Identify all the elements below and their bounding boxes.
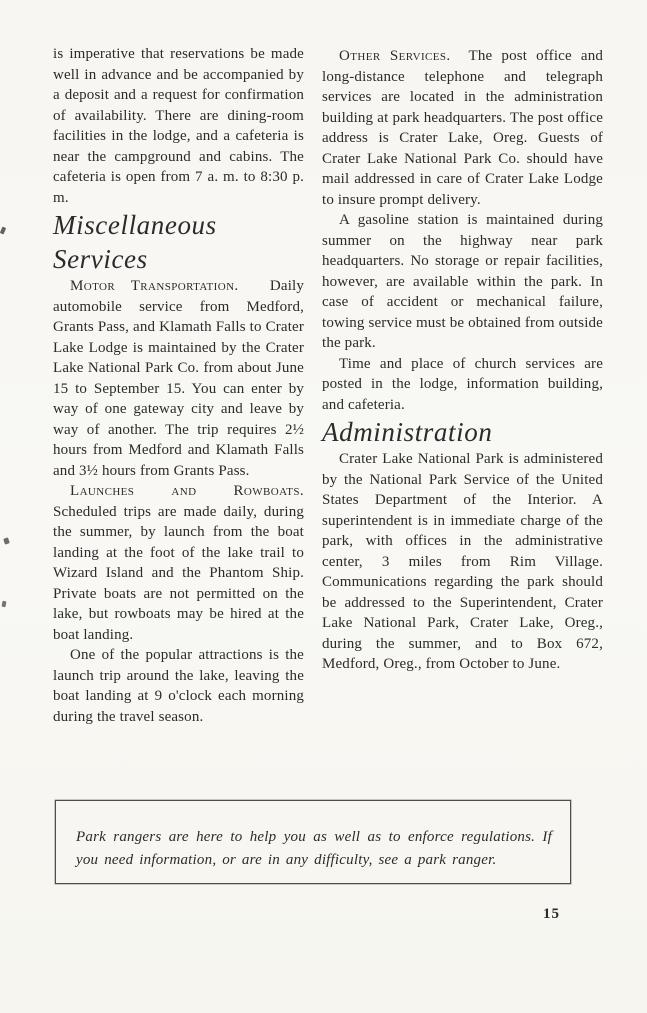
church-services-paragraph: Time and place of church services are posted in the lodge, information building, and cafeteria. bbox=[322, 355, 603, 413]
right-column bbox=[322, 46, 603, 675]
launches-rowboats-paragraph bbox=[53, 481, 304, 645]
motor-transportation-lead-in: Motor Transportation. bbox=[70, 278, 239, 294]
left-column bbox=[53, 44, 304, 727]
section-heading-administration: Administration bbox=[322, 417, 493, 447]
other-services-lead-in: Other Services. bbox=[339, 48, 451, 64]
launch-trip-paragraph: One of the popular attractions is the launch trip around the lake, leaving the boat landing at 9 o'clock each morning during the travel season. bbox=[53, 647, 304, 725]
ranger-note-text: Park rangers are here to help you as well as to enforce regulations. If you need information, or are in any difficulty, see a park ranger. bbox=[76, 829, 552, 868]
launches-rowboats-lead-in: Launches and Rowboats. bbox=[70, 483, 304, 499]
gasoline-station-paragraph: A gasoline station is maintained during summer on the highway near park headquarters. No storage or repair facilities, however, are available within the park. In case of accident or mechanical failure, towing service must be obtained from outside the park. bbox=[322, 212, 603, 351]
launches-rowboats-text: Scheduled trips are made daily, during the summer, by launch from the boat landing at the foot of the lake trail to Wizard Island and the Phantom Ship. Private boats are not permitted on the lake, but rowboats may be hired at the boat landing. bbox=[53, 503, 304, 643]
intro-paragraph: is imperative that reservations be made well in advance and be accompanied by a deposit and a request for confirmation of availability. There are dining-room facilities in the lodge, and a cafeteria is near the campground and cabins. The cafeteria is open from 7 a. m. to 8:30 p. m. bbox=[53, 46, 304, 206]
other-services-text: The post office and long-distance telephone and telegraph services are located in the administration building at park headquarters. The post office address is Crater Lake, Oreg. Guests of Crater Lake National Park Co. should have mail addressed in care of Crater Lake Lodge to insure prompt delivery. bbox=[322, 48, 603, 208]
page-number: 15 bbox=[543, 906, 560, 922]
administration-paragraph: Crater Lake National Park is administered by the National Park Service of the United States Department of the Interior. A superintendent is in immediate charge of the park, with offices in the administrative center, 3 miles from Rim Village. Communications regarding the park should be addressed to the Superintendent, Crater Lake National Park, Crater Lake, Oreg., during the summer, and to Box 672, Medford, Oreg., from October to June. bbox=[322, 451, 603, 672]
ranger-note-box bbox=[55, 800, 571, 884]
other-services-paragraph bbox=[322, 46, 603, 210]
motor-transportation-paragraph bbox=[53, 276, 304, 481]
motor-transportation-text: Daily automobile service from Medford, Grants Pass, and Klamath Falls to Crater Lake Lodge is maintained by the Crater Lake National Park Co. from about June 15 to September 15. You can enter by way of one gateway city and leave by way of another. The trip requires 2½ hours from Medford and Klamath Falls and 3½ hours from Grants Pass. bbox=[53, 278, 304, 479]
scan-speck bbox=[0, 226, 6, 234]
scan-speck bbox=[2, 601, 7, 608]
scan-speck bbox=[3, 537, 10, 544]
section-heading-miscellaneous-services: Miscellaneous Services bbox=[53, 210, 217, 274]
